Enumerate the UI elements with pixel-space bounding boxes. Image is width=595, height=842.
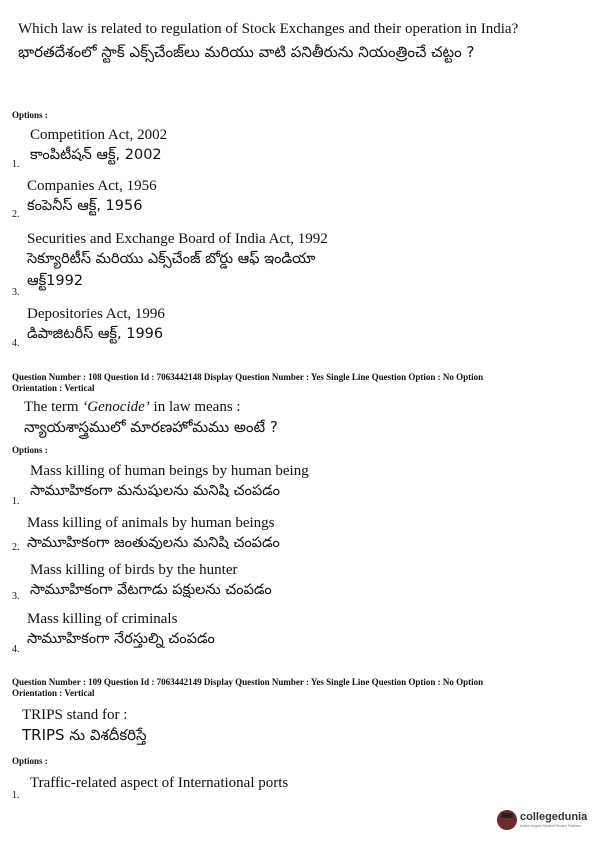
option-text-en: Mass killing of birds by the hunter xyxy=(30,562,238,578)
option-text-te: సెక్యూరిటీస్ మరియు ఎక్స్‌చేంజ్ బోర్డు ఆఫ్ ఇండియా xyxy=(27,251,316,267)
option-text-en: Competition Act, 2002 xyxy=(30,127,168,143)
question-text-te: TRIPS ను విశదీకరిస్తే xyxy=(22,726,147,744)
options-label: Options : xyxy=(12,445,48,455)
options-label: Options : xyxy=(12,756,48,766)
logo-icon xyxy=(497,810,517,830)
question-term: ‘Genocide’ xyxy=(82,399,150,415)
meta-line: Orientation : Vertical xyxy=(12,688,95,698)
meta-line: Orientation : Vertical xyxy=(12,383,95,393)
logo-tagline: India's largest Student Review Platform xyxy=(520,823,581,828)
option-text-te: సామూహికంగా నేరస్తుల్ని చంపడం xyxy=(27,631,215,647)
question-text-en: TRIPS stand for : xyxy=(22,707,128,723)
option-text-en: Mass killing of human beings by human being xyxy=(30,463,309,479)
question-meta-108 xyxy=(12,372,582,394)
question-text-te: న్యాయశాస్త్రములో మారణహోమము అంటే ? xyxy=(24,418,278,436)
question-text-te: భారతదేశంలో స్టాక్ ఎక్స్‌చేంజ్‌లు మరియు వాటి పనితీరును నియంత్రించే చట్టం ? xyxy=(18,43,475,61)
meta-line: Question Number : 108 Question Id : 7063442148 Display Question Number : Yes Single Line Question Option : No Option xyxy=(12,372,484,382)
option-text-en: Companies Act, 1956 xyxy=(27,178,157,194)
option-number: 2. xyxy=(12,542,20,553)
option-text-en: Mass killing of criminals xyxy=(27,611,178,627)
option-text-en: Depositories Act, 1996 xyxy=(27,306,165,322)
option-number: 4. xyxy=(12,644,20,655)
option-text-te: కంపెనీస్ ఆక్ట్, 1956 xyxy=(27,198,143,214)
question-meta-109 xyxy=(12,677,582,699)
option-number: 1. xyxy=(12,496,20,507)
option-text-en: Securities and Exchange Board of India Act, 1992 xyxy=(27,231,328,247)
option-text-te-cont: ఆక్ట్1992 xyxy=(27,273,84,289)
option-text-te: డిపాజిటరీస్ ఆక్ట్, 1996 xyxy=(27,326,164,342)
option-text-en: Traffic-related aspect of International ports xyxy=(30,775,289,791)
option-number: 2. xyxy=(12,209,20,220)
option-number: 1. xyxy=(12,159,20,170)
question-text-en: Which law is related to regulation of Stock Exchanges and their operation in India? xyxy=(18,21,519,37)
option-text-en: Mass killing of animals by human beings xyxy=(27,515,275,531)
question-text-part: in law means : xyxy=(149,399,241,415)
option-number: 3. xyxy=(12,287,20,298)
option-text-te: సామూహికంగా జంతువులను మనిషి చంపడం xyxy=(27,535,280,551)
options-label: Options : xyxy=(12,110,48,120)
question-108 xyxy=(24,398,584,438)
option-text-te: సామూహికంగా మనుషులను మనిషి చంపడం xyxy=(30,483,281,499)
question-109 xyxy=(22,706,582,746)
logo-name: collegedunia xyxy=(520,810,588,823)
meta-line: Question Number : 109 Question Id : 7063442149 Display Question Number : Yes Single Line Question Option : No Option xyxy=(12,677,484,687)
option-number: 1. xyxy=(12,790,20,801)
option-number: 3. xyxy=(12,591,20,602)
question-107 xyxy=(18,20,578,63)
question-text-en xyxy=(24,398,584,416)
option-number: 4. xyxy=(12,338,20,349)
option-text-te: సామూహికంగా వేటగాడు పక్షులను చంపడం xyxy=(30,582,272,598)
collegedunia-logo xyxy=(497,806,589,834)
option-text-te: కాంపిటీషన్ ఆక్ట్, 2002 xyxy=(30,147,162,163)
question-text-part: The term xyxy=(24,399,83,415)
